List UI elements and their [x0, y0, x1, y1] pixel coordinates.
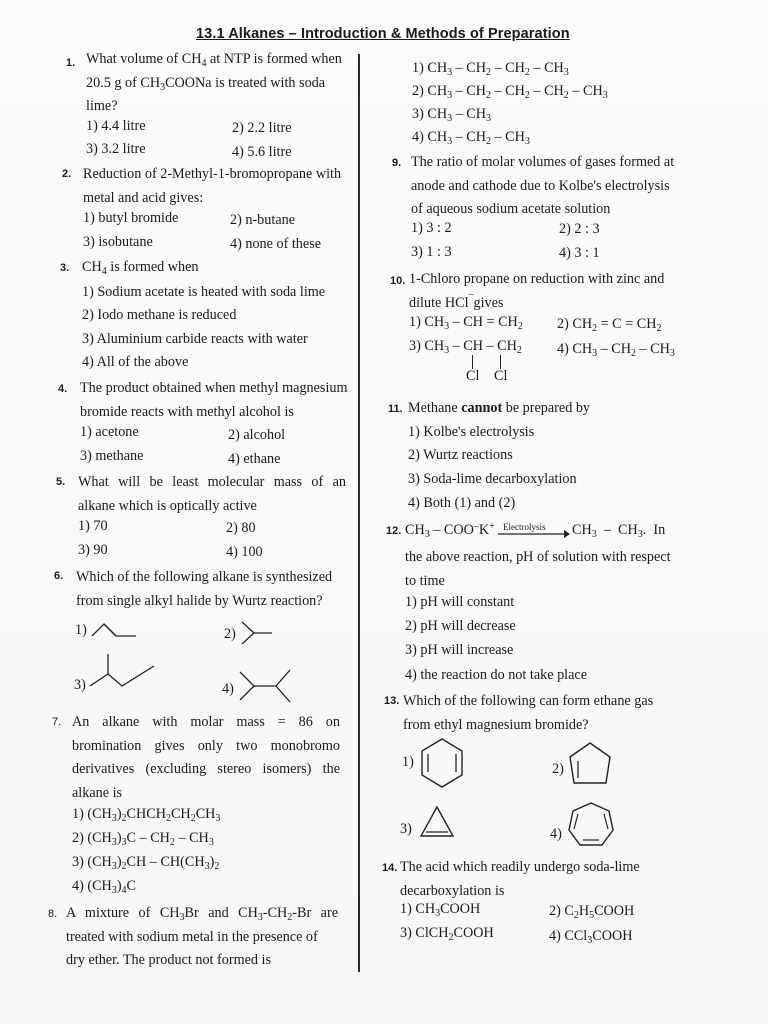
option[interactable]: 1) butyl bromide — [83, 210, 179, 226]
option-label[interactable]: 2) — [552, 761, 564, 777]
question-stem — [411, 151, 683, 222]
bond-line — [500, 355, 501, 369]
option[interactable]: 4) All of the above — [82, 354, 189, 370]
question-stem — [76, 566, 348, 613]
question-number: 12. — [386, 525, 402, 537]
option[interactable]: 2) 2 : 3 — [559, 221, 600, 237]
option[interactable]: 1) 4.4 litre — [86, 118, 146, 134]
question-number: 10. — [390, 275, 406, 287]
option-label[interactable]: 2) — [224, 626, 236, 642]
stem-line: Which of the following can form ethane gas — [403, 693, 654, 709]
option[interactable]: 3) Soda-lime decarboxylation — [408, 471, 577, 487]
question-stem: Methane cannot be prepared by — [408, 400, 591, 416]
option[interactable]: 4) none of these — [230, 236, 322, 252]
option[interactable]: 3) 90 — [78, 542, 108, 558]
question-stem — [83, 163, 355, 210]
option[interactable]: 2) 2.2 litre — [232, 120, 292, 136]
question-number: 1. — [66, 57, 76, 69]
question-stem: $CH_3 - CH_3$. In — [572, 522, 666, 540]
question-number: 8. — [48, 908, 58, 920]
question-number: 3. — [60, 262, 70, 274]
stem-line: alkane which is optically active — [78, 497, 257, 514]
stem-line: Reduction of 2-Methyl-1-bromopropane with — [83, 166, 342, 182]
option[interactable]: 4) 5.6 litre — [232, 144, 292, 160]
option[interactable]: 4) ethane — [228, 451, 281, 467]
skeletal-structure-isobutyl-chain-icon — [90, 614, 140, 648]
stem-line: An alkane with molar mass = 86 on — [72, 714, 340, 730]
question-stem — [409, 268, 681, 315]
option-label[interactable]: 1) — [75, 622, 87, 638]
option[interactable]: 4) 100 — [226, 544, 263, 560]
question-stem — [66, 902, 338, 973]
stem-line: anode and cathode due to Kolbe's electrolysis — [411, 177, 670, 194]
option[interactable]: 2) pH will decrease — [405, 618, 516, 634]
stem-line: The acid which readily undergo soda-lime — [400, 859, 640, 875]
question-stem — [86, 48, 354, 119]
stem-line-render: 20.5 g of $CH_3COONa$ is treated with soda — [86, 74, 326, 93]
option[interactable]: 4) $CH_3 - CH_2 - CH_3$ — [412, 129, 530, 147]
stem-line: Which of the following alkane is synthesized — [76, 569, 333, 585]
option[interactable]: 2) $CH_2 = C = CH_2$ — [557, 316, 662, 334]
option[interactable]: 2) $C_2H_5COOH$ — [549, 903, 635, 921]
stem-line: What will be least molecular mass of an — [78, 474, 346, 490]
question-stem — [78, 471, 346, 518]
stem-line: treated with sodium metal in the presence of — [66, 928, 318, 945]
question-stem — [400, 856, 672, 903]
question-number: 11. — [388, 403, 403, 415]
option[interactable]: 2) Iodo methane is reduced — [82, 307, 237, 323]
stem-line: 1-Chloro propane on reduction with zinc and — [409, 271, 665, 287]
option[interactable]: 1) $CH_3 - CH_2 - CH_2 - CH_3$ — [412, 60, 569, 78]
option[interactable]: 1) 70 — [78, 518, 108, 534]
stem-line: dry ether. The product not formed is — [66, 952, 272, 968]
option[interactable]: 4) the reaction do not take place — [405, 667, 587, 683]
option[interactable]: 1) $CH_3$ – CH = $CH_2$ — [409, 314, 523, 332]
column-divider — [358, 54, 360, 972]
option[interactable]: 1) 3 : 2 — [411, 220, 452, 236]
option[interactable]: 3) isobutane — [83, 234, 153, 250]
bond-line — [472, 355, 473, 369]
cyclopropene-icon — [418, 804, 456, 840]
question-number: 6. — [54, 570, 64, 582]
option[interactable]: 4) 3 : 1 — [559, 245, 600, 261]
question-stem — [80, 377, 352, 424]
option[interactable]: 3) 3.2 litre — [86, 141, 146, 157]
stem-line: lime? — [86, 98, 118, 114]
stem-line: to time — [405, 572, 445, 589]
option[interactable]: 1) $CH_3COOH$ — [400, 901, 481, 919]
question-number: 14. — [382, 862, 398, 874]
stem-line: alkane is — [72, 784, 123, 801]
question-number: 4. — [58, 383, 68, 395]
option[interactable]: 3) 1 : 3 — [411, 244, 452, 260]
option[interactable]: 4) Both (1) and (2) — [408, 495, 516, 511]
option[interactable]: 2) 80 — [226, 520, 256, 536]
cyclohexadiene-icon — [418, 736, 466, 790]
reaction-arrow-icon — [498, 528, 570, 540]
stem-line: bromination gives only two monobromo — [72, 737, 340, 754]
skeletal-structure-isobutane-icon — [240, 618, 276, 648]
option[interactable]: 3) $CH_3 - CH_3$ — [412, 106, 491, 124]
question-number: 9. — [392, 157, 402, 169]
option[interactable]: 2) $(CH_3)_3C - CH_2 - CH_3$ — [72, 830, 214, 848]
option[interactable]: 4) $(CH_3)_4C$ — [72, 878, 137, 896]
cyclopentene-icon — [566, 740, 614, 788]
option[interactable]: 3) methane — [80, 448, 144, 464]
option-label[interactable]: 4) — [550, 826, 562, 842]
option[interactable]: 4) CCl$_3$COOH — [549, 928, 633, 946]
stem-line: decarboxylation is — [400, 882, 505, 899]
stem-line: derivatives (excluding stereo isomers) the — [72, 761, 340, 777]
stem-line-render: dilute HCl¯gives — [409, 293, 504, 311]
option[interactable]: 2) n-butane — [230, 212, 296, 228]
stem-line: metal and acid gives: — [83, 189, 204, 206]
question-number: 2. — [62, 168, 72, 180]
option[interactable]: 1) Kolbe's electrolysis — [408, 424, 535, 440]
stem-line-render: A mixture of $CH_3Br$ and $CH_3-CH_2-Br$ are — [66, 905, 338, 923]
option[interactable]: 3) $(CH_3)_2CH - CH(CH_3)_2$ — [72, 854, 220, 872]
question-number: 7. — [52, 716, 62, 728]
stem-line: The ratio of molar volumes of gases formed at — [411, 154, 675, 170]
question-stem — [405, 546, 677, 593]
stem-line: from ethyl magnesium bromide? — [403, 716, 589, 733]
stem-line: the above reaction, pH of solution with respect — [405, 549, 671, 565]
option[interactable]: 3) ClCH$_2$COOH — [400, 925, 494, 943]
option-label[interactable]: 1) — [402, 754, 414, 770]
question-stem: $CH_3 - COO^-K^+$ — [405, 521, 495, 540]
option-label[interactable]: 4) — [222, 681, 234, 697]
skeletal-structure-tetramethylbutane-icon — [238, 666, 294, 706]
question-stem: $CH_4$ is formed when — [82, 259, 199, 277]
arrow-label: Electrolysis — [503, 522, 546, 532]
option[interactable]: 2) alcohol — [228, 427, 286, 443]
stem-line: from single alkyl halide by Wurtz reaction? — [76, 592, 323, 609]
option[interactable]: 2) $CH_3 - CH_2 - CH_2 - CH_2 - CH_3$ — [412, 83, 608, 101]
option[interactable]: 1) acetone — [80, 424, 139, 440]
substituent-label: Cl — [494, 368, 508, 384]
question-stem — [403, 690, 675, 737]
page-title: 13.1 Alkanes – Introduction & Methods of Preparation — [196, 26, 570, 42]
option[interactable]: 1) pH will constant — [405, 594, 515, 610]
question-stem — [72, 711, 340, 805]
stem-line-render: What volume of $CH_4$ at NTP is formed when — [86, 51, 342, 69]
skeletal-structure-isobutane-branched-icon — [88, 652, 158, 692]
stem-line: The product obtained when methyl magnesium — [80, 380, 348, 396]
option-label[interactable]: 3) — [74, 677, 86, 693]
stem-line: of aqueous sodium acetate solution — [411, 201, 611, 217]
option[interactable]: 3) Aluminium carbide reacts with water — [82, 331, 308, 347]
cycloheptatriene-icon — [566, 800, 616, 850]
option[interactable]: 2) Wurtz reactions — [408, 447, 513, 463]
question-number: 5. — [56, 476, 66, 488]
option[interactable]: 1) Sodium acetate is heated with soda lime — [82, 284, 326, 300]
substituent-label: Cl — [466, 368, 480, 384]
option[interactable]: 1) $(CH_3)_2CHCH_2CH_2CH_3$ — [72, 806, 221, 824]
option[interactable]: 3) $CH_3$ – CH – $CH_2$ — [409, 338, 522, 356]
option[interactable]: 4) $CH_3 - CH_2 - CH_3$ — [557, 341, 675, 359]
question-number: 13. — [384, 695, 400, 707]
option-label[interactable]: 3) — [400, 821, 412, 837]
option[interactable]: 3) pH will increase — [405, 642, 514, 658]
stem-line: bromide reacts with methyl alcohol is — [80, 403, 294, 420]
